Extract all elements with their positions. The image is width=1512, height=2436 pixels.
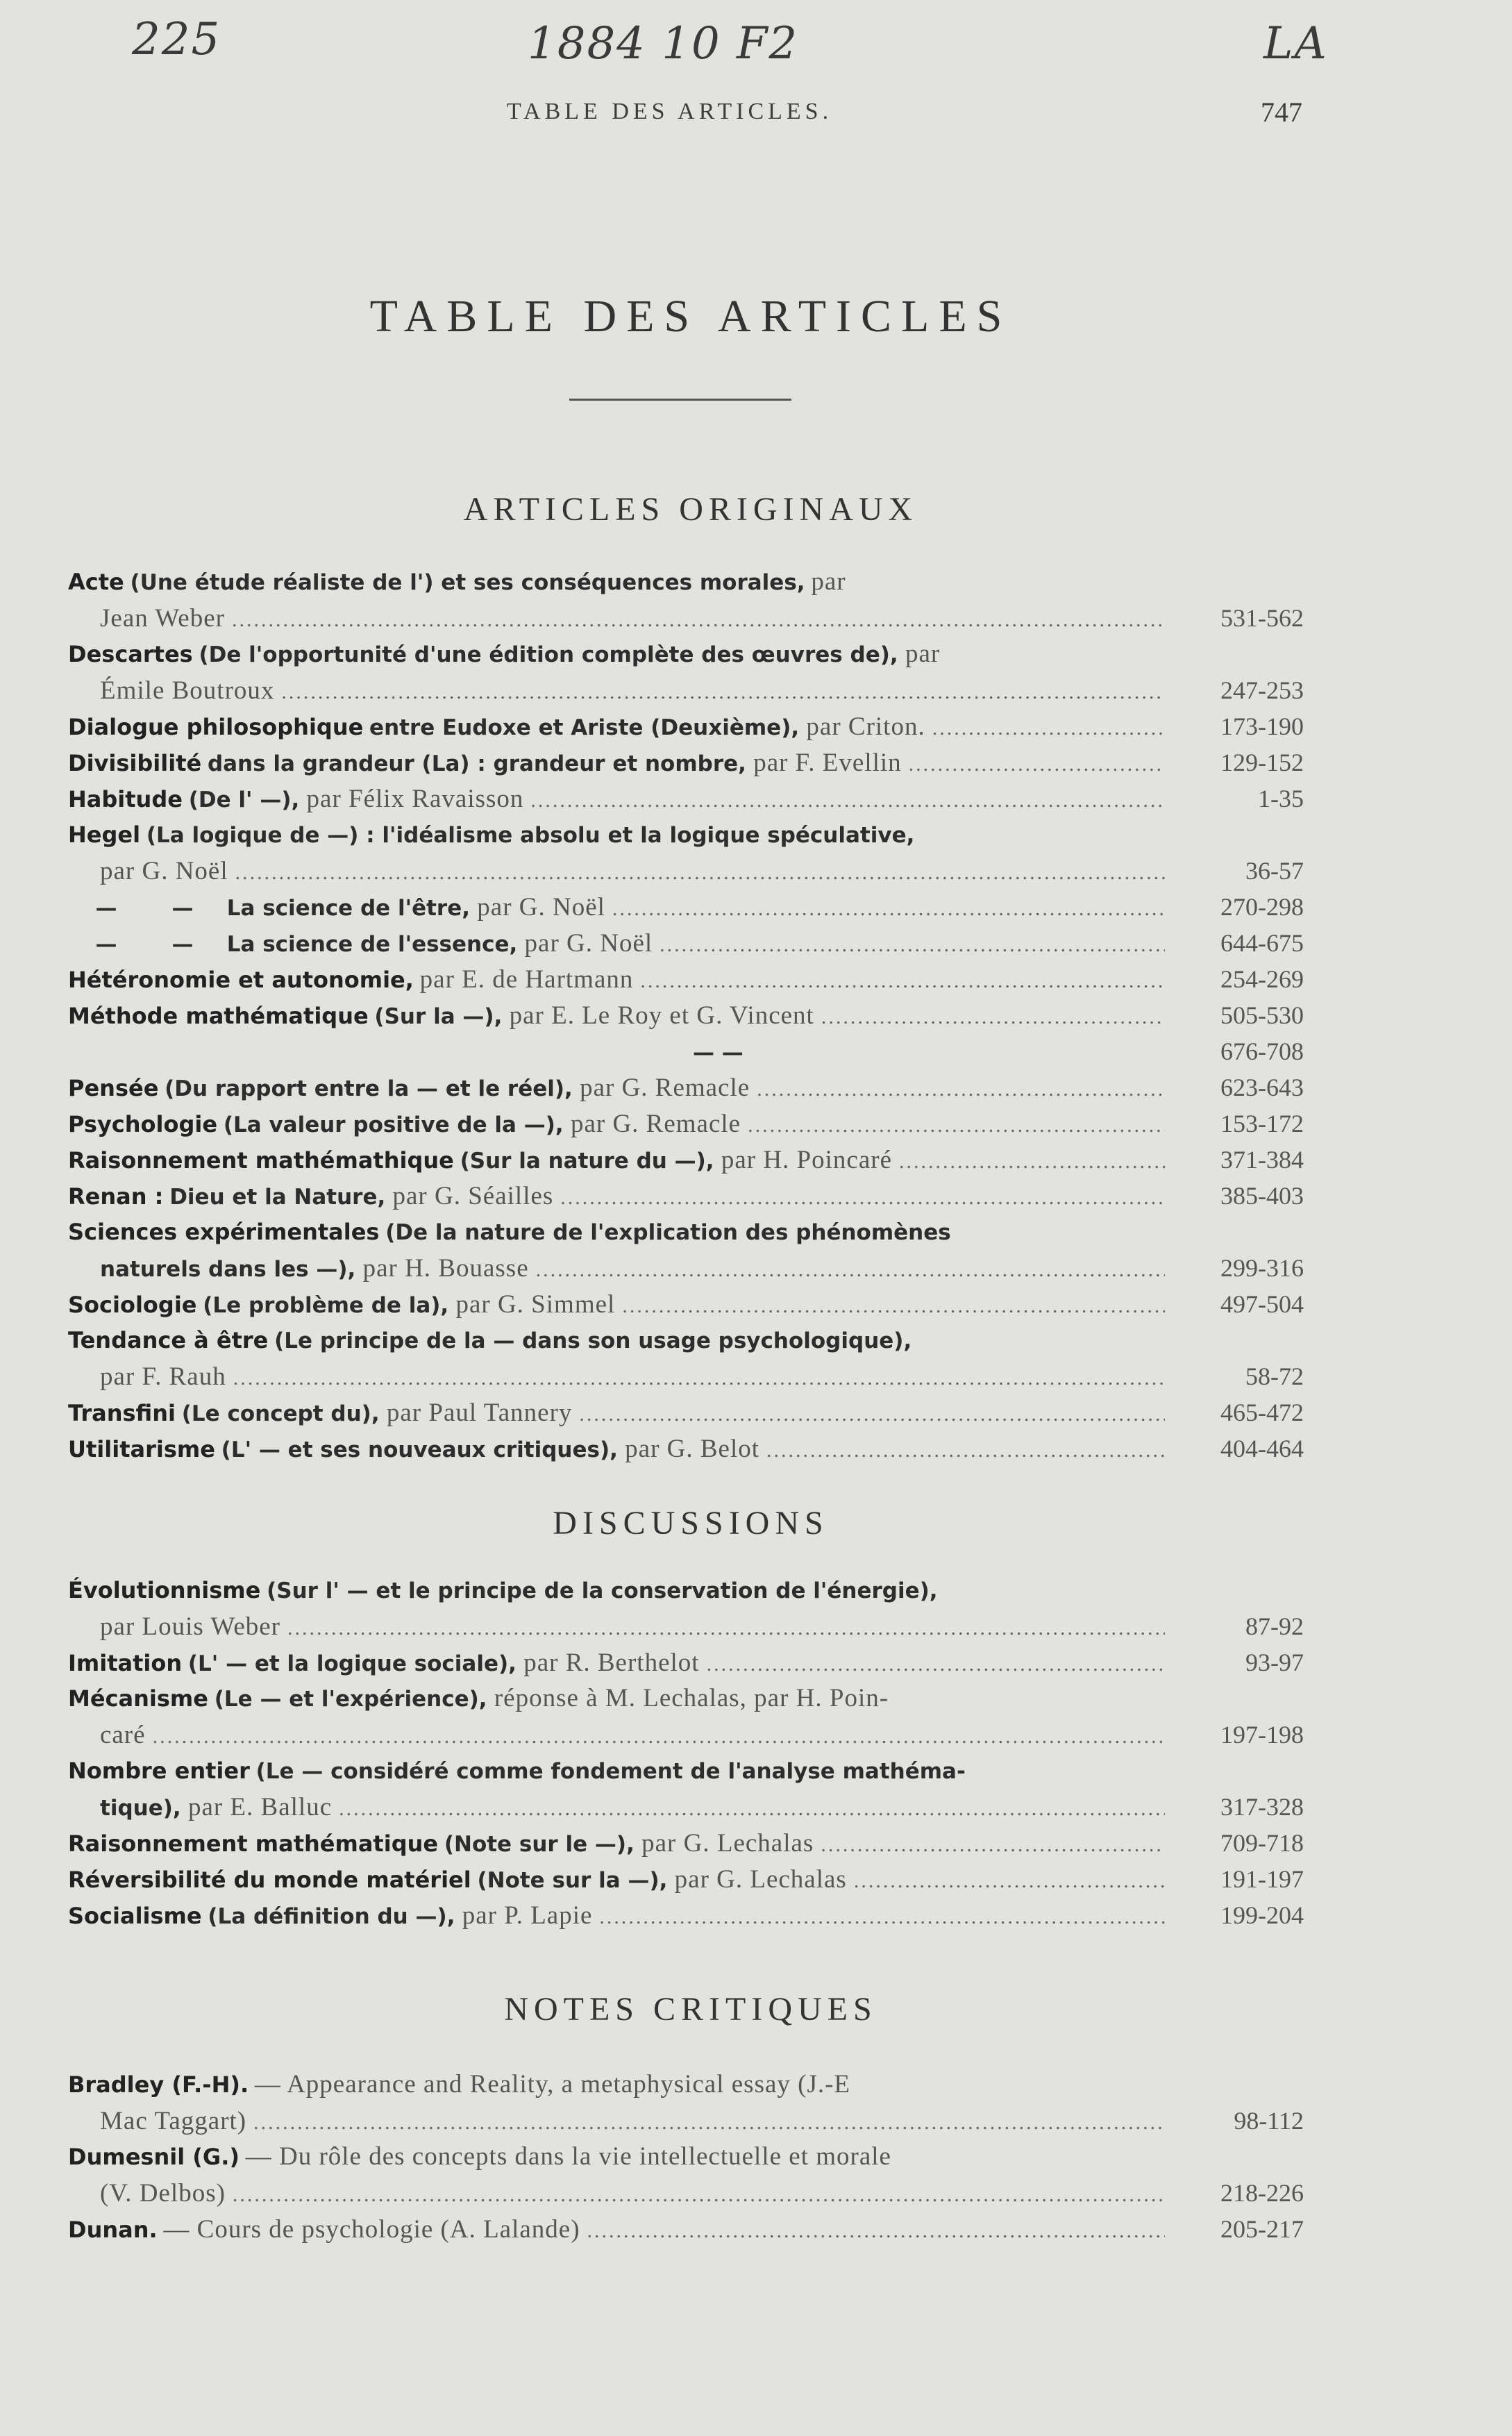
list-item: Tendance à être (Le principe de la — dans son usage psychologique), par F. Rauh ..... 58-72 [68,1322,1304,1394]
handwritten-note-2: 1884 10 F2 [528,18,799,69]
title-divider [569,399,791,401]
list-item: Transfini (Le concept du), par Paul Tannery ..... 465-472 [68,1394,1304,1430]
list-item: Utilitarisme (L' — et ses nouveaux critiques), par G. Belot ..... 404-464 [68,1430,1304,1467]
page-title: TABLE DES ARTICLES [369,291,1012,342]
list-item: Socialisme (La définition du —), par P. Lapie ..... 199-204 [68,1897,1304,1933]
handwritten-note-1: 225 [132,14,221,65]
running-head: TABLE DES ARTICLES. [507,99,833,124]
list-item: — — La science de l'essence, par G. Noël ..... 644-675 [68,925,1304,961]
list-item: Méthode mathématique (Sur la —), par E. Le Roy et G. Vincent ..... 505-530 — — 676-708 [68,997,1304,1069]
list-item: Dunan. — Cours de psychologie (A. Lalande) ..... 205-217 [68,2211,1304,2247]
list-item: Bradley (F.-H). — Appearance and Reality, a metaphysical essay (J.-E Mac Taggart) ..... 98-112 [68,2067,1304,2139]
list-item: Sciences expérimentales (De la nature de l'explication des phénomènes naturels dans les —), par H. Bouasse ..... 299-316 [68,1214,1304,1286]
list-item: Acte (Une étude réaliste de l') et ses conséquences morales, par Jean Weber ..... 531-562 [68,564,1304,636]
section-heading-articles-originaux: ARTICLES ORIGINAUX [463,491,918,528]
list-item: Réversibilité du monde matériel (Note sur la —), par G. Lechalas ..... 191-197 [68,1861,1304,1897]
handwritten-note-3: LA [1263,18,1328,69]
list-item: Imitation (L' — et la logique sociale), par R. Berthelot ..... 93-97 [68,1644,1304,1680]
list-item: Sociologie (Le problème de la), par G. Simmel ..... 497-504 [68,1286,1304,1322]
list-item: Psychologie (La valeur positive de la —), par G. Remacle ..... 153-172 [68,1106,1304,1142]
list-item: Raisonnement mathémathique (Sur la nature du —), par H. Poincaré ..... 371-384 [68,1142,1304,1178]
list-item: Descartes (De l'opportunité d'une édition complète des œuvres de), par Émile Boutroux ..... 247-253 [68,636,1304,708]
list-item: Dialogue philosophique entre Eudoxe et Ariste (Deuxième), par Criton. ..... 173-190 [68,708,1304,744]
list-item: Mécanisme (Le — et l'expérience), réponse à M. Lechalas, par H. Poin- caré ..... 197-198 [68,1680,1304,1753]
list-item: — — La science de l'être, par G. Noël ..... 270-298 [68,889,1304,925]
list-item: Hegel (La logique de —) : l'idéalisme absolu et la logique spéculative, par G. Noël ..... 36-57 [68,817,1304,889]
list-item: Évolutionnisme (Sur l' — et le principe de la conservation de l'énergie), par Louis Weber ..... 87-92 [68,1572,1304,1644]
list-item: Divisibilité dans la grandeur (La) : grandeur et nombre, par F. Evellin ..... 129-152 [68,744,1304,781]
section-heading-discussions: DISCUSSIONS [553,1505,829,1542]
list-item: Pensée (Du rapport entre la — et le réel), par G. Remacle ..... 623-643 [68,1069,1304,1106]
list-item: Renan : Dieu et la Nature, par G. Séailles ..... 385-403 [68,1178,1304,1214]
list-item: Nombre entier (Le — considéré comme fondement de l'analyse mathéma- tique), par E. Balluc ..... 317-328 [68,1753,1304,1825]
section-heading-notes-critiques: NOTES CRITIQUES [504,1991,877,2028]
list-item: Dumesnil (G.) — Du rôle des concepts dans la vie intellectuelle et morale (V. Delbos) ..... 218-226 [68,2139,1304,2211]
list-item: Hétéronomie et autonomie, par E. de Hartmann ..... 254-269 [68,961,1304,997]
list-item: Habitude (De l' —), par Félix Ravaisson ..... 1-35 [68,781,1304,817]
list-item: Raisonnement mathématique (Note sur le —), par G. Lechalas ..... 709-718 [68,1825,1304,1861]
page-number: 747 [1261,97,1302,128]
